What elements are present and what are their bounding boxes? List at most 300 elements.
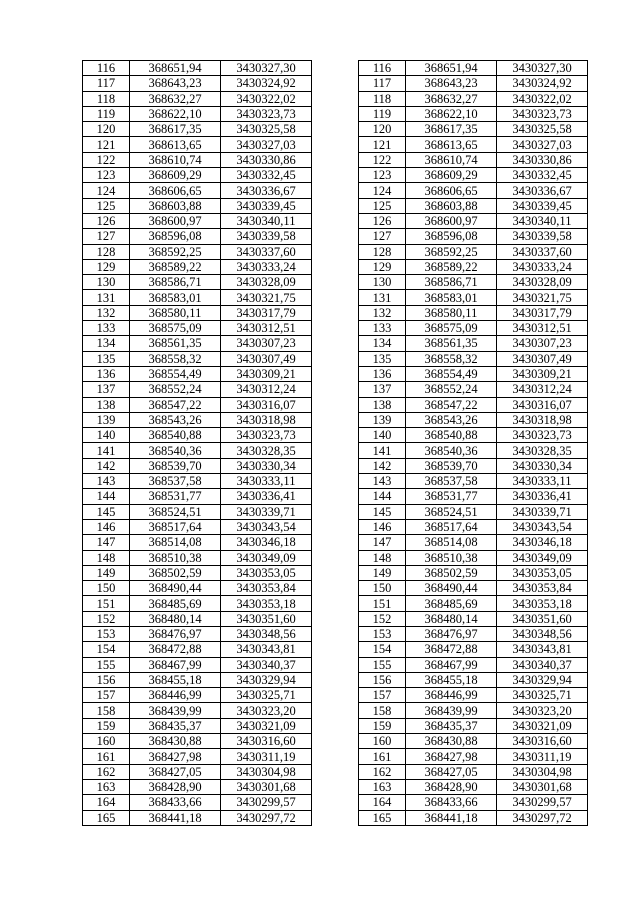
x-coordinate-cell: 368480,14: [406, 611, 497, 626]
point-number-cell: 131: [359, 290, 406, 305]
table-row: [83, 657, 588, 672]
column-gap: [312, 259, 359, 274]
point-number-cell: 132: [83, 305, 130, 320]
column-gap: [312, 779, 359, 794]
y-coordinate-cell: 3430323,73: [497, 428, 588, 443]
table-row: [83, 749, 588, 764]
point-number-cell: 164: [83, 795, 130, 810]
x-coordinate-cell: 368502,59: [130, 565, 221, 580]
x-coordinate-cell: 368583,01: [130, 290, 221, 305]
x-coordinate-cell: 368543,26: [130, 412, 221, 427]
table-row: [83, 565, 588, 580]
y-coordinate-cell: 3430327,30: [497, 61, 588, 76]
y-coordinate-cell: 3430323,73: [497, 106, 588, 121]
x-coordinate-cell: 368446,99: [406, 688, 497, 703]
y-coordinate-cell: 3430353,18: [497, 596, 588, 611]
y-coordinate-cell: 3430340,37: [497, 657, 588, 672]
y-coordinate-cell: 3430332,45: [497, 168, 588, 183]
x-coordinate-cell: 368540,88: [130, 428, 221, 443]
point-number-cell: 148: [359, 550, 406, 565]
column-gap: [312, 61, 359, 76]
x-coordinate-cell: 368622,10: [130, 106, 221, 121]
point-number-cell: 120: [83, 122, 130, 137]
y-coordinate-cell: 3430325,58: [497, 122, 588, 137]
x-coordinate-cell: 368524,51: [130, 504, 221, 519]
point-number-cell: 127: [359, 229, 406, 244]
y-coordinate-cell: 3430351,60: [497, 611, 588, 626]
y-coordinate-cell: 3430324,92: [497, 76, 588, 91]
point-number-cell: 121: [359, 137, 406, 152]
point-number-cell: 129: [83, 259, 130, 274]
x-coordinate-cell: 368543,26: [406, 412, 497, 427]
x-coordinate-cell: 368589,22: [130, 259, 221, 274]
point-number-cell: 163: [359, 779, 406, 794]
y-coordinate-cell: 3430332,45: [221, 168, 312, 183]
column-gap: [312, 275, 359, 290]
y-coordinate-cell: 3430297,72: [221, 810, 312, 825]
y-coordinate-cell: 3430336,41: [221, 489, 312, 504]
column-gap: [312, 91, 359, 106]
x-coordinate-cell: 368427,05: [130, 764, 221, 779]
point-number-cell: 144: [359, 489, 406, 504]
point-number-cell: 164: [359, 795, 406, 810]
y-coordinate-cell: 3430309,21: [497, 366, 588, 381]
x-coordinate-cell: 368430,88: [406, 734, 497, 749]
x-coordinate-cell: 368537,58: [406, 474, 497, 489]
table-row: [83, 106, 588, 121]
x-coordinate-cell: 368472,88: [130, 642, 221, 657]
y-coordinate-cell: 3430349,09: [221, 550, 312, 565]
y-coordinate-cell: 3430301,68: [221, 779, 312, 794]
y-coordinate-cell: 3430339,71: [497, 504, 588, 519]
table-row: [83, 61, 588, 76]
point-number-cell: 162: [359, 764, 406, 779]
x-coordinate-cell: 368643,23: [406, 76, 497, 91]
x-coordinate-cell: 368600,97: [406, 213, 497, 228]
x-coordinate-cell: 368610,74: [406, 152, 497, 167]
table-row: [83, 366, 588, 381]
y-coordinate-cell: 3430318,98: [497, 412, 588, 427]
table-row: [83, 168, 588, 183]
column-gap: [312, 137, 359, 152]
y-coordinate-cell: 3430325,71: [497, 688, 588, 703]
table-row: [83, 305, 588, 320]
table-row: [83, 259, 588, 274]
table-row: [83, 810, 588, 825]
table-row: [83, 626, 588, 641]
coordinates-table-body: [83, 61, 588, 826]
point-number-cell: 153: [359, 626, 406, 641]
table-row: [83, 474, 588, 489]
column-gap: [312, 412, 359, 427]
column-gap: [312, 244, 359, 259]
point-number-cell: 161: [359, 749, 406, 764]
x-coordinate-cell: 368575,09: [130, 321, 221, 336]
x-coordinate-cell: 368617,35: [406, 122, 497, 137]
column-gap: [312, 397, 359, 412]
point-number-cell: 156: [83, 672, 130, 687]
y-coordinate-cell: 3430327,30: [221, 61, 312, 76]
point-number-cell: 162: [83, 764, 130, 779]
column-gap: [312, 810, 359, 825]
point-number-cell: 138: [83, 397, 130, 412]
y-coordinate-cell: 3430322,02: [497, 91, 588, 106]
y-coordinate-cell: 3430329,94: [497, 672, 588, 687]
table-row: [83, 779, 588, 794]
x-coordinate-cell: 368539,70: [406, 458, 497, 473]
x-coordinate-cell: 368610,74: [130, 152, 221, 167]
x-coordinate-cell: 368455,18: [130, 672, 221, 687]
table-row: [83, 718, 588, 733]
table-row: [83, 519, 588, 534]
y-coordinate-cell: 3430337,60: [497, 244, 588, 259]
y-coordinate-cell: 3430316,60: [497, 734, 588, 749]
point-number-cell: 118: [83, 91, 130, 106]
y-coordinate-cell: 3430323,20: [497, 703, 588, 718]
point-number-cell: 139: [359, 412, 406, 427]
x-coordinate-cell: 368552,24: [406, 382, 497, 397]
point-number-cell: 129: [359, 259, 406, 274]
point-number-cell: 157: [359, 688, 406, 703]
point-number-cell: 131: [83, 290, 130, 305]
table-row: [83, 642, 588, 657]
column-gap: [312, 382, 359, 397]
x-coordinate-cell: 368558,32: [130, 351, 221, 366]
point-number-cell: 159: [83, 718, 130, 733]
x-coordinate-cell: 368480,14: [130, 611, 221, 626]
x-coordinate-cell: 368467,99: [406, 657, 497, 672]
point-number-cell: 119: [359, 106, 406, 121]
x-coordinate-cell: 368446,99: [130, 688, 221, 703]
x-coordinate-cell: 368427,98: [406, 749, 497, 764]
x-coordinate-cell: 368490,44: [406, 581, 497, 596]
y-coordinate-cell: 3430353,05: [497, 565, 588, 580]
point-number-cell: 140: [359, 428, 406, 443]
y-coordinate-cell: 3430307,49: [497, 351, 588, 366]
y-coordinate-cell: 3430325,58: [221, 122, 312, 137]
table-row: [83, 321, 588, 336]
x-coordinate-cell: 368552,24: [130, 382, 221, 397]
point-number-cell: 132: [359, 305, 406, 320]
column-gap: [312, 474, 359, 489]
y-coordinate-cell: 3430309,21: [221, 366, 312, 381]
point-number-cell: 116: [359, 61, 406, 76]
x-coordinate-cell: 368531,77: [130, 489, 221, 504]
point-number-cell: 117: [359, 76, 406, 91]
table-row: [83, 581, 588, 596]
y-coordinate-cell: 3430321,09: [221, 718, 312, 733]
column-gap: [312, 795, 359, 810]
x-coordinate-cell: 368435,37: [406, 718, 497, 733]
point-number-cell: 135: [359, 351, 406, 366]
y-coordinate-cell: 3430318,98: [221, 412, 312, 427]
point-number-cell: 121: [83, 137, 130, 152]
x-coordinate-cell: 368537,58: [130, 474, 221, 489]
point-number-cell: 128: [83, 244, 130, 259]
x-coordinate-cell: 368433,66: [130, 795, 221, 810]
point-number-cell: 145: [359, 504, 406, 519]
point-number-cell: 138: [359, 397, 406, 412]
coordinates-table: [82, 60, 588, 826]
column-gap: [312, 504, 359, 519]
x-coordinate-cell: 368613,65: [130, 137, 221, 152]
x-coordinate-cell: 368554,49: [406, 366, 497, 381]
x-coordinate-cell: 368592,25: [406, 244, 497, 259]
column-gap: [312, 458, 359, 473]
x-coordinate-cell: 368547,22: [406, 397, 497, 412]
column-gap: [312, 749, 359, 764]
column-gap: [312, 611, 359, 626]
y-coordinate-cell: 3430322,02: [221, 91, 312, 106]
table-row: [83, 122, 588, 137]
point-number-cell: 152: [83, 611, 130, 626]
point-number-cell: 156: [359, 672, 406, 687]
x-coordinate-cell: 368613,65: [406, 137, 497, 152]
y-coordinate-cell: 3430328,35: [221, 443, 312, 458]
table-row: [83, 152, 588, 167]
point-number-cell: 130: [359, 275, 406, 290]
x-coordinate-cell: 368632,27: [130, 91, 221, 106]
column-gap: [312, 321, 359, 336]
table-row: [83, 382, 588, 397]
x-coordinate-cell: 368603,88: [406, 198, 497, 213]
y-coordinate-cell: 3430328,09: [221, 275, 312, 290]
x-coordinate-cell: 368592,25: [130, 244, 221, 259]
y-coordinate-cell: 3430327,03: [497, 137, 588, 152]
point-number-cell: 120: [359, 122, 406, 137]
table-row: [83, 795, 588, 810]
point-number-cell: 122: [83, 152, 130, 167]
y-coordinate-cell: 3430312,24: [221, 382, 312, 397]
y-coordinate-cell: 3430343,54: [497, 519, 588, 534]
x-coordinate-cell: 368606,65: [406, 183, 497, 198]
x-coordinate-cell: 368580,11: [406, 305, 497, 320]
column-gap: [312, 703, 359, 718]
x-coordinate-cell: 368596,08: [406, 229, 497, 244]
column-gap: [312, 764, 359, 779]
point-number-cell: 159: [359, 718, 406, 733]
x-coordinate-cell: 368427,05: [406, 764, 497, 779]
y-coordinate-cell: 3430336,41: [497, 489, 588, 504]
column-gap: [312, 550, 359, 565]
point-number-cell: 144: [83, 489, 130, 504]
column-gap: [312, 672, 359, 687]
column-gap: [312, 626, 359, 641]
x-coordinate-cell: 368430,88: [130, 734, 221, 749]
y-coordinate-cell: 3430351,60: [221, 611, 312, 626]
x-coordinate-cell: 368603,88: [130, 198, 221, 213]
point-number-cell: 125: [359, 198, 406, 213]
y-coordinate-cell: 3430333,11: [497, 474, 588, 489]
table-row: [83, 336, 588, 351]
point-number-cell: 133: [83, 321, 130, 336]
y-coordinate-cell: 3430348,56: [221, 626, 312, 641]
y-coordinate-cell: 3430339,71: [221, 504, 312, 519]
table-row: [83, 550, 588, 565]
point-number-cell: 119: [83, 106, 130, 121]
point-number-cell: 139: [83, 412, 130, 427]
y-coordinate-cell: 3430312,51: [497, 321, 588, 336]
x-coordinate-cell: 368514,08: [406, 535, 497, 550]
x-coordinate-cell: 368651,94: [406, 61, 497, 76]
x-coordinate-cell: 368439,99: [406, 703, 497, 718]
column-gap: [312, 366, 359, 381]
column-gap: [312, 168, 359, 183]
point-number-cell: 124: [359, 183, 406, 198]
table-row: [83, 443, 588, 458]
point-number-cell: 148: [83, 550, 130, 565]
y-coordinate-cell: 3430321,09: [497, 718, 588, 733]
y-coordinate-cell: 3430327,03: [221, 137, 312, 152]
x-coordinate-cell: 368441,18: [406, 810, 497, 825]
y-coordinate-cell: 3430324,92: [221, 76, 312, 91]
y-coordinate-cell: 3430304,98: [497, 764, 588, 779]
y-coordinate-cell: 3430339,45: [497, 198, 588, 213]
point-number-cell: 123: [359, 168, 406, 183]
point-number-cell: 149: [83, 565, 130, 580]
x-coordinate-cell: 368531,77: [406, 489, 497, 504]
point-number-cell: 165: [83, 810, 130, 825]
point-number-cell: 155: [359, 657, 406, 672]
point-number-cell: 160: [359, 734, 406, 749]
point-number-cell: 158: [83, 703, 130, 718]
point-number-cell: 161: [83, 749, 130, 764]
column-gap: [312, 718, 359, 733]
table-row: [83, 91, 588, 106]
y-coordinate-cell: 3430311,19: [497, 749, 588, 764]
y-coordinate-cell: 3430328,09: [497, 275, 588, 290]
column-gap: [312, 565, 359, 580]
table-row: [83, 213, 588, 228]
column-gap: [312, 76, 359, 91]
column-gap: [312, 152, 359, 167]
y-coordinate-cell: 3430339,58: [221, 229, 312, 244]
column-gap: [312, 596, 359, 611]
table-row: [83, 611, 588, 626]
x-coordinate-cell: 368589,22: [406, 259, 497, 274]
y-coordinate-cell: 3430323,73: [221, 106, 312, 121]
y-coordinate-cell: 3430340,11: [497, 213, 588, 228]
column-gap: [312, 535, 359, 550]
y-coordinate-cell: 3430340,11: [221, 213, 312, 228]
point-number-cell: 146: [359, 519, 406, 534]
table-row: [83, 703, 588, 718]
x-coordinate-cell: 368428,90: [130, 779, 221, 794]
x-coordinate-cell: 368476,97: [130, 626, 221, 641]
y-coordinate-cell: 3430301,68: [497, 779, 588, 794]
x-coordinate-cell: 368467,99: [130, 657, 221, 672]
point-number-cell: 152: [359, 611, 406, 626]
x-coordinate-cell: 368428,90: [406, 779, 497, 794]
x-coordinate-cell: 368524,51: [406, 504, 497, 519]
point-number-cell: 150: [359, 581, 406, 596]
y-coordinate-cell: 3430339,45: [221, 198, 312, 213]
column-gap: [312, 213, 359, 228]
point-number-cell: 126: [359, 213, 406, 228]
y-coordinate-cell: 3430321,75: [221, 290, 312, 305]
point-number-cell: 137: [83, 382, 130, 397]
x-coordinate-cell: 368435,37: [130, 718, 221, 733]
x-coordinate-cell: 368586,71: [406, 275, 497, 290]
x-coordinate-cell: 368472,88: [406, 642, 497, 657]
y-coordinate-cell: 3430316,60: [221, 734, 312, 749]
point-number-cell: 142: [83, 458, 130, 473]
x-coordinate-cell: 368596,08: [130, 229, 221, 244]
column-gap: [312, 688, 359, 703]
x-coordinate-cell: 368502,59: [406, 565, 497, 580]
y-coordinate-cell: 3430333,24: [497, 259, 588, 274]
table-row: [83, 489, 588, 504]
y-coordinate-cell: 3430330,86: [497, 152, 588, 167]
table-row: [83, 275, 588, 290]
x-coordinate-cell: 368485,69: [406, 596, 497, 611]
x-coordinate-cell: 368540,36: [130, 443, 221, 458]
point-number-cell: 134: [83, 336, 130, 351]
point-number-cell: 143: [83, 474, 130, 489]
point-number-cell: 142: [359, 458, 406, 473]
column-gap: [312, 428, 359, 443]
y-coordinate-cell: 3430297,72: [497, 810, 588, 825]
column-gap: [312, 290, 359, 305]
column-gap: [312, 443, 359, 458]
point-number-cell: 141: [83, 443, 130, 458]
point-number-cell: 130: [83, 275, 130, 290]
table-row: [83, 198, 588, 213]
point-number-cell: 150: [83, 581, 130, 596]
point-number-cell: 153: [83, 626, 130, 641]
point-number-cell: 143: [359, 474, 406, 489]
y-coordinate-cell: 3430311,19: [221, 749, 312, 764]
x-coordinate-cell: 368490,44: [130, 581, 221, 596]
x-coordinate-cell: 368517,64: [406, 519, 497, 534]
y-coordinate-cell: 3430317,79: [221, 305, 312, 320]
y-coordinate-cell: 3430304,98: [221, 764, 312, 779]
y-coordinate-cell: 3430330,86: [221, 152, 312, 167]
point-number-cell: 157: [83, 688, 130, 703]
table-row: [83, 428, 588, 443]
y-coordinate-cell: 3430343,54: [221, 519, 312, 534]
point-number-cell: 118: [359, 91, 406, 106]
point-number-cell: 125: [83, 198, 130, 213]
point-number-cell: 140: [83, 428, 130, 443]
point-number-cell: 135: [83, 351, 130, 366]
point-number-cell: 117: [83, 76, 130, 91]
point-number-cell: 149: [359, 565, 406, 580]
x-coordinate-cell: 368433,66: [406, 795, 497, 810]
x-coordinate-cell: 368609,29: [130, 168, 221, 183]
point-number-cell: 158: [359, 703, 406, 718]
column-gap: [312, 198, 359, 213]
y-coordinate-cell: 3430348,56: [497, 626, 588, 641]
y-coordinate-cell: 3430316,07: [221, 397, 312, 412]
y-coordinate-cell: 3430307,23: [497, 336, 588, 351]
x-coordinate-cell: 368476,97: [406, 626, 497, 641]
point-number-cell: 160: [83, 734, 130, 749]
y-coordinate-cell: 3430333,11: [221, 474, 312, 489]
column-gap: [312, 657, 359, 672]
point-number-cell: 124: [83, 183, 130, 198]
y-coordinate-cell: 3430349,09: [497, 550, 588, 565]
x-coordinate-cell: 368517,64: [130, 519, 221, 534]
y-coordinate-cell: 3430353,84: [497, 581, 588, 596]
point-number-cell: 137: [359, 382, 406, 397]
x-coordinate-cell: 368561,35: [406, 336, 497, 351]
x-coordinate-cell: 368455,18: [406, 672, 497, 687]
y-coordinate-cell: 3430333,24: [221, 259, 312, 274]
y-coordinate-cell: 3430299,57: [221, 795, 312, 810]
x-coordinate-cell: 368439,99: [130, 703, 221, 718]
x-coordinate-cell: 368561,35: [130, 336, 221, 351]
